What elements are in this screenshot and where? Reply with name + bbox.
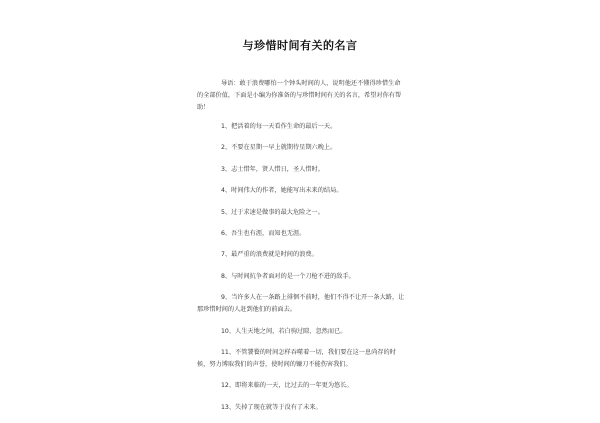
list-item: 2、不要在星期一早上就期待星期六晚上。 xyxy=(221,144,337,152)
list-item: 12、即将来临的一天，比过去的一年更为悠长。 xyxy=(221,382,353,390)
list-item: 3、志士惜年，贤人惜日，圣人惜时。 xyxy=(221,165,324,173)
list-item: 8、与时间抗争者面对的是一个刀枪不进的敌手。 xyxy=(221,272,355,280)
list-item: 6、吾生也有涯，而知也无涯。 xyxy=(221,229,306,237)
list-item: 13、失掉了现在就等于没有了未来。 xyxy=(221,403,322,411)
list-item: 5、过于求速是做事的最大危险之一。 xyxy=(221,208,324,216)
list-item: 7、最严重的浪费就是时间的浪费。 xyxy=(221,251,318,259)
quote-list xyxy=(197,121,405,414)
list-item: 4、时间伟大的作者，她能写出未来的结局。 xyxy=(221,187,343,195)
document-body xyxy=(197,78,405,423)
list-item: 1、把活着的每一天看作生命的最后一天。 xyxy=(221,123,337,130)
document-title: 与珍惜时间有关的名言 xyxy=(242,39,358,52)
intro-paragraph: 导语：敢于浪费哪怕一个钟头时间的人，说明他还不懂得珍惜生命的全部价值，下面是小编为你准备的与珍惜时间有关的名言，希望对你有帮助！ xyxy=(197,80,402,111)
list-item: 9、当许多人在一条路上徘徊不前时，他们不得不让开一条大路，让那珍惜时间的人赶到他们的前面去。 xyxy=(197,294,405,314)
list-item: 10、人生天地之间，若白驹过隙，忽然而已。 xyxy=(221,327,347,335)
list-item: 11、不管饕餮的时间怎样吞噬着一切，我们要在这一息尚存的时候，努力博取我们的声誉，使时间的镰刀不能伤害我们。 xyxy=(197,348,396,368)
